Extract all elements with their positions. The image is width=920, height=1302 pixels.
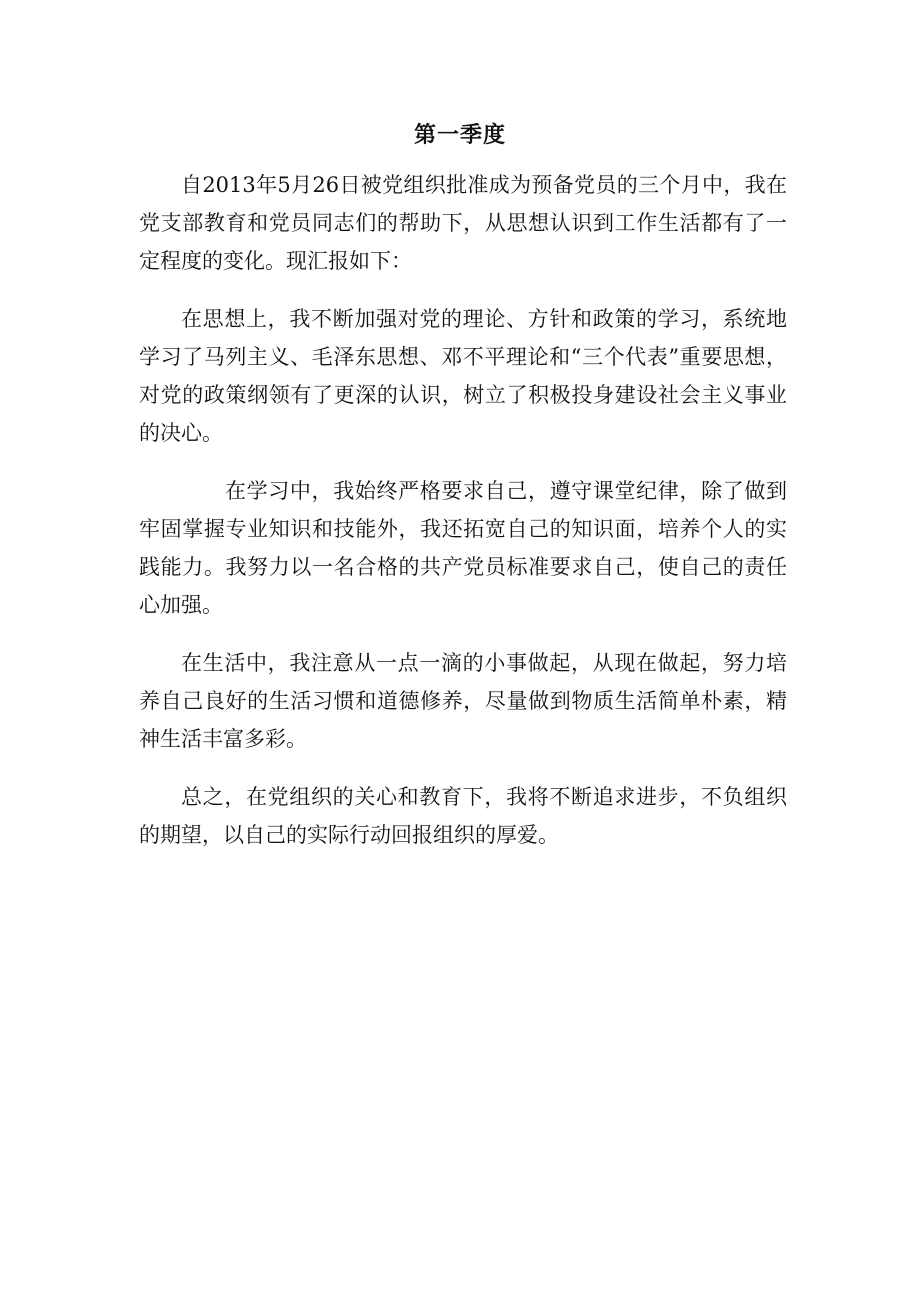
paragraph-life: 在生活中，我注意从一点一滴的小事做起，从现在做起，努力培养自己良好的生活习惯和道德修养，尽量做到物质生活简单朴素，精神生活丰富多彩。 [139, 651, 787, 751]
document-body [139, 166, 787, 854]
paragraph-thought: 在思想上，我不断加强对党的理论、方针和政策的学习，系统地学习了马列主义、毛泽东思想、邓不平理论和“三个代表”重要思想，对党的政策纲领有了更深的认识，树立了积极投身建设社会主义事业的决心。 [139, 307, 787, 445]
paragraph-study: 在学习中，我始终严格要求自己，遵守课堂纪律，除了做到牢固掌握专业知识和技能外，我还拓宽自己的知识面，培养个人的实践能力。我努力以一名合格的共产党员标准要求自己，使自己的责任心加强。 [139, 479, 787, 617]
document-title: 第一季度 [413, 122, 506, 148]
paragraph-conclusion: 总之，在党组织的关心和教育下，我将不断追求进步，不负组织的期望，以自己的实际行动回报组织的厚爱。 [139, 785, 787, 847]
paragraph-intro: 自2013年5月26日被党组织批准成为预备党员的三个月中，我在党支部教育和党员同志们的帮助下，从思想认识到工作生活都有了一定程度的变化。现汇报如下： [139, 173, 787, 273]
